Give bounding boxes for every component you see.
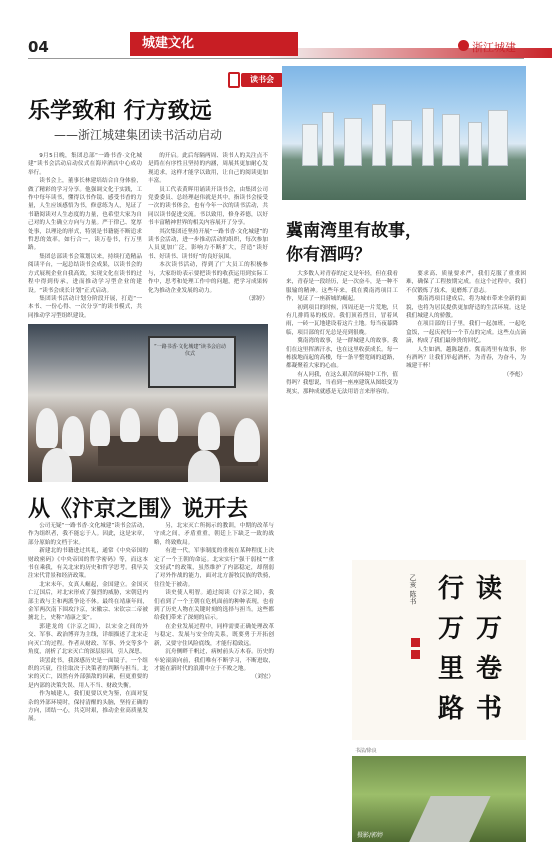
paragraph: 另，北宋灭亡所揭示的教训，中期的改革与守成之间，矛盾重重，朝廷上下缺乏一致的战略，终致败局。 [154, 523, 274, 546]
article1-subtitle: ——浙江城建集团读书活动启动 [54, 128, 223, 142]
building [392, 120, 412, 166]
paragraph: 在项目部的日子里，我们一起加班，一起吃盒饭，一起庆祝每一个节点的完成。这些点点滴滴，构成了我们最珍贵的回忆。 [406, 321, 526, 345]
building [488, 110, 508, 166]
article3-column-2 [406, 270, 526, 552]
paragraph: 初到项目的时候，四周还是一片荒地，只有几排简易的板房。我们顶着烈日，冒着风雨，一砖一瓦地建设着这片土地。每当夜幕降临，项目部的灯光总是亮到很晚。 [286, 304, 398, 336]
paragraph: 冀南湾的故事，是一群城建人的故事。我们在这里挥洒汗水，也在这里收获成长。每一栋拔地而起的高楼，每一条平整宽阔的道路，都凝聚着大家的心血。 [286, 338, 398, 370]
attendee [62, 416, 84, 456]
screen-text: “一路书香·文化城建”读书会启动仪式 [154, 344, 226, 357]
attendee [36, 408, 58, 448]
attendee [120, 408, 140, 442]
paragraph: 有人问我，在这么艰苦的环境中工作，值得吗？我想说，当看到一座座建筑从图纸变为现实，那种成就感是无法用语言来形容的。 [286, 371, 398, 395]
calligraphy-char: 行 [438, 574, 465, 604]
paragraph: 集团总部读书会策划以来，持续打造精品阅读平台，一起总结读书会成果，以读书会的方式展现企业自我高效，实现文化在读书的过程中得到传承，进而推动学习型企业的建设。“读书会成长计划”正式启动。 [28, 253, 142, 294]
calligraphy-artwork [352, 560, 526, 740]
attendee [158, 408, 178, 442]
page-header [0, 0, 552, 58]
brand-logo-icon [458, 40, 469, 51]
paragraph: 在企业发展过程中，同样需要正确处理改革与稳定、发展与安全的关系，既要勇于开拓创新，又要守住风险底线，才能行稳致远。 [154, 623, 274, 647]
paragraph: 冀南湾项目建成后，将为城市带来全新的面貌，也将为居民提供更加舒适的生活环境。这是我们城建人的骄傲。 [406, 296, 526, 320]
paragraph: 其次集团还坚持开展“一路书香·文化城建”的读书会活动，进一步推动活动的组织，每次参加人员更加广泛，影响力不断扩大，营造“读好书、好读书、读书好”的良好氛围。 [148, 228, 268, 260]
seal-stamp [411, 650, 420, 659]
attendee [234, 418, 260, 462]
paragraph: 郭建龙的《汴京之围》，以宋金之间的外交、军事、政治博弈为主线，详细描述了北宋走向灭亡的过程。作者从财政、军事、外交等多个角度，剖析了北宋灭亡的深层原因，引人深思。 [28, 623, 148, 656]
article1-title: 乐学致和 行方致远 [28, 98, 212, 124]
paragraph: 读史使人明智。通过阅读《汴京之围》，我们看到了一个王朝在危机面前的种种表现，也看到了历史人物在关键时刻的选择与担当。这些都给我们带来了深刻的启示。 [154, 590, 274, 622]
paragraph: 沉舟侧畔千帆过，病树前头万木春。历史的车轮滚滚向前，我们唯有不断学习，不断进取，才能在新时代的浪潮中立于不败之地。 [154, 649, 274, 672]
attendee [90, 410, 110, 446]
reading-club-logo: 读书会 [241, 73, 283, 87]
building [372, 104, 386, 166]
paragraph: 的开启。此后每隔两周、读书人的关注点不是简在有序性且坚持的内涵，周展其更加耐心发现追求，这样才能学以致用，让自己的阅读更加丰富。 [148, 153, 268, 185]
article3-author: （李彪） [503, 371, 526, 378]
paragraph: 9月5日晚，集团总部“一路书香·文化城建”读书会活动启动仪式在海岸酒店中心成功举行。 [28, 153, 142, 176]
section-title: 城建文化 [130, 32, 298, 56]
article3-title-line2: 你有酒吗？ [286, 245, 371, 265]
book-icon [228, 72, 240, 88]
photo-credit: 摄影/郭婷 [357, 832, 384, 839]
calligraphy-char: 万 [476, 614, 503, 644]
calligraphy-char: 读 [476, 574, 503, 604]
article1-column-2 [148, 152, 268, 320]
calligraphy-char: 书 [476, 694, 503, 724]
building [322, 112, 334, 166]
meeting-photo [28, 324, 268, 482]
building [442, 114, 460, 166]
paragraph: 人生如酒，越陈越香。冀南湾里有故事，你有酒吗？让我们举起酒杯，为青春，为奋斗，为城建干杯！ [406, 346, 526, 370]
paragraph: 有进一代，军事制度的重视在某种程度上决定了一个王朝的命运。北宋实行“强干弱枝”“重文轻武”的政策，虽然维护了内部稳定，却削弱了对外作战的能力，面对北方游牧民族的铁骑，往往处于被动。 [154, 548, 274, 588]
header-divider [28, 58, 524, 59]
calligraphy-char: 里 [438, 654, 465, 684]
building [422, 108, 434, 166]
calligraphy-char: 卷 [476, 654, 503, 684]
calligraphy-char: 路 [438, 694, 465, 724]
seal-stamp [411, 638, 420, 647]
calligraphy-char: 万 [438, 614, 465, 644]
article2-column-1 [28, 522, 148, 840]
calligraphy-credit: 书法/徐良 [355, 748, 377, 754]
article2-column-2 [154, 522, 274, 840]
paragraph: 北宋末年，女真人崛起，金国建立。金国灭亡辽国后，对北宋形成了强烈的威胁，宋朝廷内部主战与主和两派争论不休。最终在靖康年间，金军两次南下围攻汴京，宋徽宗、宋钦宗二帝被掳北上，史称“靖康之变”。 [28, 581, 148, 622]
article3-column-1 [286, 270, 398, 552]
building [302, 124, 318, 166]
paragraph: 新建北的书籍进过其礼，通常《中央帝国的财政密码》《中央帝国的哲学密码》等，而这本书在乘我，有关北宋的历史和哲学思考。我早关注宋代背景和经济政策。 [28, 548, 148, 580]
article2-author: （刘宏） [251, 674, 274, 681]
article3-title-line1: 冀南湾里有故事， [286, 221, 422, 241]
article2-title: 从《汴京之围》说开去 [28, 496, 249, 522]
paragraph: 读书会上，董事长林建培结合自身体验，做了精彩的学习分享。他强调文化于实践，工作中每年读书，懂得以书作镜、感受书香的力量，人生应该感悟为书，修意练为人，见证了书籍阅读对人生态度的力量，也希望大家为自己对的人生确立方向与力量。严于律己、宽厚处事，以理论的形式，特别是书籍能不断追求哲思的效率。如行合一，读万卷书，行万里路。 [28, 178, 142, 252]
building [468, 122, 482, 166]
page-number: 04 [28, 38, 49, 56]
skyline-photo [282, 66, 526, 200]
paragraph: 大多数人对青春的定义是年轻，但在我看来，青春是一段经历，是一次奋斗，是一种不服输的精神。这些年来，我在冀南湾项目工作，见证了一座新城的崛起。 [286, 271, 398, 303]
paragraph: 要求高、质量要求严，我们克服了重重困难，确保了工程按期完成。在这个过程中，我们不仅锻炼了技术，更磨炼了意志。 [406, 271, 526, 294]
paragraph: 集团读书活动计划分阶段开展，打造“一本书、一份心得、一次分享”的读书模式，共同推动学习型组织建设。 [28, 295, 142, 319]
paragraph: 读罢此书，我深感历史是一面镜子。一个组织的兴衰，往往取决于决策者的判断与担当。北宋的灭亡，固然有外部强敌的因素，但更重要的是内部的决策失误、用人不当、财政失衡。 [28, 657, 148, 689]
attendee [198, 412, 220, 450]
attendee [188, 450, 220, 482]
article1-author: （郭婷） [245, 295, 268, 302]
paragraph: 员工代表黄晖用诵读开读书会，由集团公司党委委员、总经理赵伟就是其中，指读书会接受一次的读书体会，也有今年一次的读书活动，共同以读书促进交流。书以致用，修身养德，以好书丰富精神世界的相关内容展开了分享。 [148, 186, 268, 227]
paragraph: 作为城建人，我们更要以史为鉴，在面对复杂的外部环境时，保持清醒的头脑，坚持正确的方向，团结一心，共克时艰，推动企业高质量发展。 [28, 691, 148, 723]
paragraph: 本次读书活动，得到了广大员工的积极参与，大家纷纷表示要把读书的收获运用到实际工作中，思考和处理工作中的问题，把学习成果转化为推动企业发展的动力。 [148, 262, 268, 294]
attendee [42, 448, 72, 482]
building [344, 118, 362, 166]
walkway [393, 796, 490, 842]
article1-column-1 [28, 152, 142, 320]
brand-name: 浙江城建 [472, 41, 516, 54]
calligraphy-inscription: 乙亥 陈书 [409, 574, 417, 605]
paragraph: 公司无疑“一路书香·文化城建”读书会活动，作为组织者，我不能忘于人。因此，这是宋章，部分原始的文档于宋。 [28, 523, 148, 546]
